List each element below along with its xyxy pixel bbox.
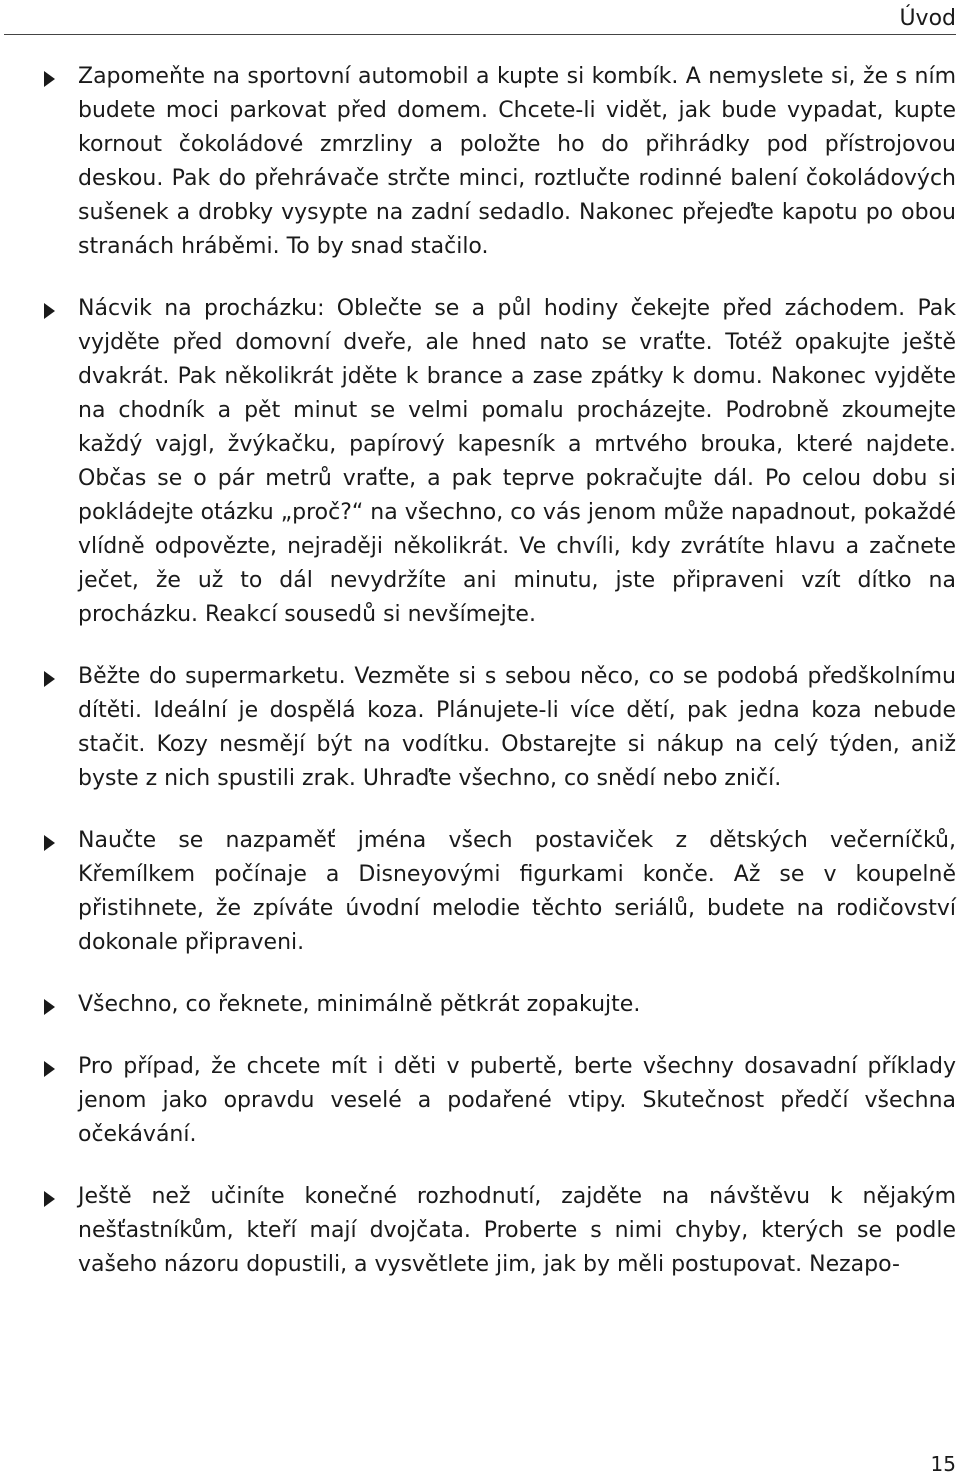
list-item — [0, 660, 960, 796]
bullet-list — [0, 60, 960, 1310]
list-item — [0, 292, 960, 632]
page-number: 15 — [930, 1452, 956, 1476]
triangle-right-icon — [44, 1191, 55, 1207]
running-head-title: Úvod — [899, 6, 956, 31]
list-item-text: Pro případ, že chcete mít i děti v pubertě, berte všechny dosavadní příklady jenom jako opravdu veselé a podařené vtipy. Skutečnost předčí všechna očekávání. — [78, 1054, 956, 1147]
list-item-text: Nácvik na procházku: Oblečte se a půl hodiny čekejte před záchodem. Pak vyjděte před domovní dveře, ale hned nato se vraťte. Totéž opakujte ještě dvakrát. Pak několikrát jděte k brance a zase zpátky k domu. Nakonec vyjděte na chodník a pět minut se velmi pomalu procházejte. Podrobně zkoumejte každý vajgl, žvýkačku, papírový kapesník a mrtvého brouka, které najdete. Občas se o pár metrů vraťte, a pak teprve pokračujte dál. Po celou dobu si pokládejte otázku „proč?“ na všechno, co vás jenom může napadnout, pokaždé vlídně odpovězte, nejraději několikrát. Ve chvíli, kdy zvrátíte hlavu a začnete ječet, že už to dál nevydržíte ani minutu, jste připraveni vzít dítko na procházku. Reakcí sousedů si nevšímejte. — [78, 296, 956, 627]
list-item-text: Ještě než učiníte konečné rozhodnutí, zajděte na návštěvu k nějakým nešťastníkům, kteří mají dvojčata. Proberte s nimi chyby, kterých se podle vašeho názoru dopustili, a vysvětlete jim, jak by měli postupovat. Nezapo- — [78, 1184, 956, 1277]
triangle-right-icon — [44, 835, 55, 851]
triangle-right-icon — [44, 671, 55, 687]
triangle-right-icon — [44, 71, 55, 87]
list-item — [0, 988, 960, 1022]
triangle-right-icon — [44, 1061, 55, 1077]
list-item — [0, 1180, 960, 1282]
list-item-text: Všechno, co řeknete, minimálně pětkrát zopakujte. — [78, 992, 641, 1017]
list-item — [0, 60, 960, 264]
list-item — [0, 1050, 960, 1152]
list-item — [0, 824, 960, 960]
triangle-right-icon — [44, 999, 55, 1015]
list-item-text: Běžte do supermarketu. Vezměte si s sebou něco, co se podobá předškolnímu dítěti. Ideální je dospělá koza. Plánujete-li více dětí, pak jedna koza nebude stačit. Kozy nesmějí být na vodítku. Obstarejte si nákup na celý týden, aniž byste z nich spustili zrak. Uhraďte všechno, co snědí nebo zničí. — [78, 664, 956, 791]
list-item-text: Naučte se nazpaměť jména všech postaviček z dětských večerníčků, Křemílkem počínaje a Disneyovými figurkami konče. Až se v koupelně přistihnete, že zpíváte úvodní melodie těchto seriálů, budete na rodičovství dokonale připraveni. — [78, 828, 956, 955]
triangle-right-icon — [44, 303, 55, 319]
header-rule — [4, 34, 956, 35]
list-item-text: Zapomeňte na sportovní automobil a kupte si kombík. A nemyslete si, že s ním budete moci parkovat před domem. Chcete-li vidět, jak bude vypadat, kupte kornout čokoládové zmrzliny a položte ho do přihrádky pod přístrojovou deskou. Pak do přehrávače strčte minci, roztlučte rodinné balení čokoládových sušenek a drobky vysypte na zadní sedadlo. Nakonec přejeďte kapotu po obou stranách hráběmi. To by snad stačilo. — [78, 64, 956, 259]
